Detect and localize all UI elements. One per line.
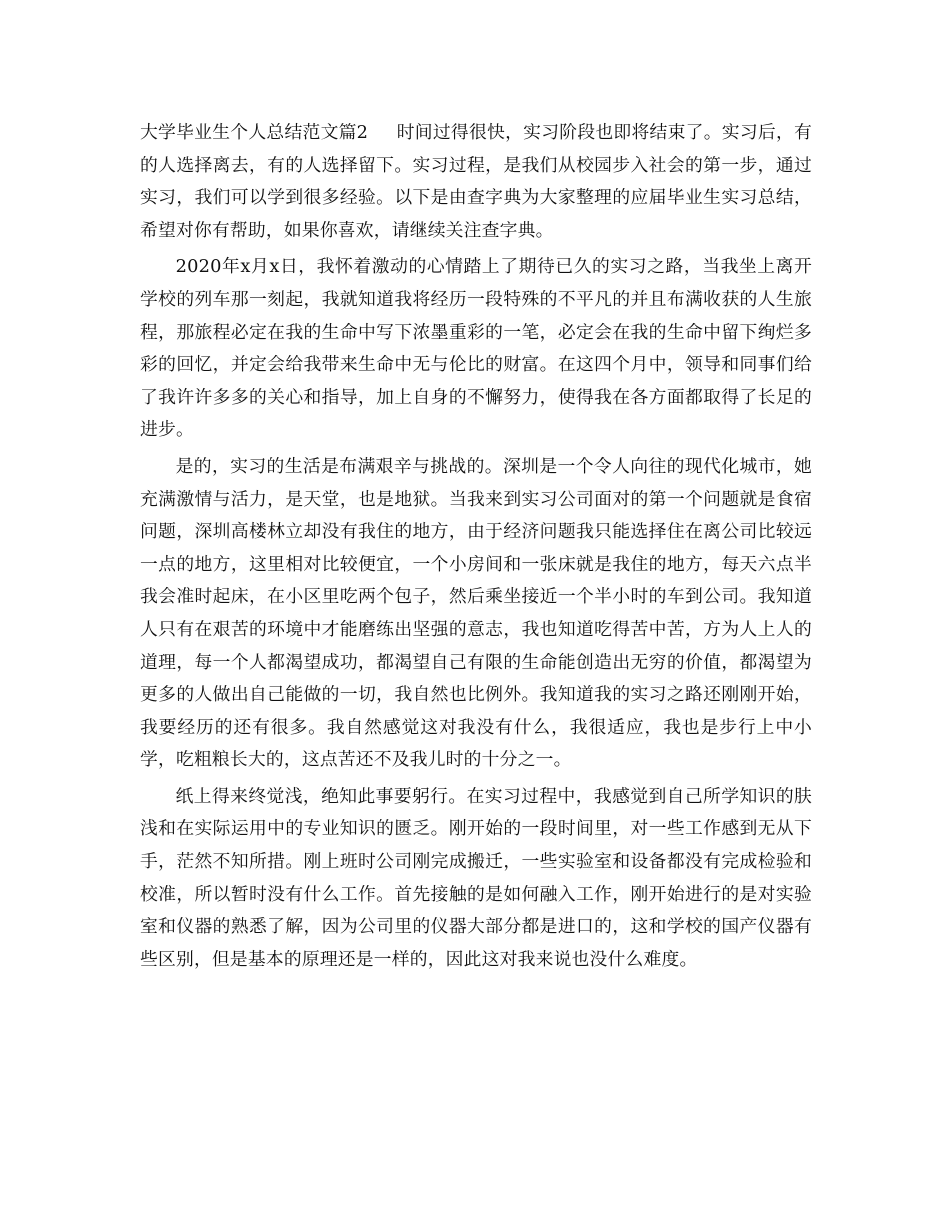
intro-text: 时间过得很快，实习阶段也即将结束了。实习后，有的人选择离去，有的人选择留下。实习过程，是我们从校园步入社会的第一步，通过实习，我们可以学到很多经验。以下是由查字典为大家整理的应届毕业生实习总结，希望对你有帮助，如果你喜欢，请继续关注查字典。 (140, 122, 812, 241)
intro-paragraph (140, 117, 812, 247)
document-page (140, 117, 812, 976)
body-paragraph-1: 2020年x月x日，我怀着激动的心情踏上了期待已久的实习之路，当我坐上离开学校的列车那一刻起，我就知道我将经历一段特殊的不平凡的并且布满收获的人生旅程，那旅程必定在我的生命中写下浓墨重彩的一笔，必定会在我的生命中留下绚烂多彩的回忆，并定会给我带来生命中无与伦比的财富。在这四个月中，领导和同事们给了我许许多多的关心和指导，加上自身的不懈努力，使得我在各方面都取得了长足的进步。 (140, 256, 812, 441)
body-paragraph-2: 是的，实习的生活是布满艰辛与挑战的。深圳是一个令人向往的现代化城市，她充满激情与活力，是天堂，也是地狱。当我来到实习公司面对的第一个问题就是食宿问题，深圳高楼林立却没有我住的地方，由于经济问题我只能选择住在离公司比较远一点的地方，这里相对比较便宜，一个小房间和一张床就是我住的地方，每天六点半我会准时起床，在小区里吃两个包子，然后乘坐接近一个半小时的车到公司。我知道人只有在艰苦的环境中才能磨练出坚强的意志，我也知道吃得苦中苦，方为人上人的道理，每一个人都渴望成功，都渴望自己有限的生命能创造出无穷的价值，都渴望为更多的人做出自己能做的一切，我自然也比例外。我知道我的实习之路还刚刚开始，我要经历的还有很多。我自然感觉这对我没有什么，我很适应，我也是步行上中小学，吃粗粮长大的，这点苦还不及我儿时的十分之一。 (140, 455, 812, 771)
body-paragraph-3: 纸上得来终觉浅，绝知此事要躬行。在实习过程中，我感觉到自己所学知识的肤浅和在实际运用中的专业知识的匮乏。刚开始的一段时间里，对一些工作感到无从下手，茫然不知所措。刚上班时公司刚完成搬迁，一些实验室和设备都没有完成检验和校准，所以暂时没有什么工作。首先接触的是如何融入工作，刚开始进行的是对实验室和仪器的熟悉了解，因为公司里的仪器大部分都是进口的，这和学校的国产仪器有些区别，但是基本的原理还是一样的，因此这对我来说也没什么难度。 (140, 785, 812, 970)
document-title: 大学毕业生个人总结范文篇2 (140, 122, 369, 143)
